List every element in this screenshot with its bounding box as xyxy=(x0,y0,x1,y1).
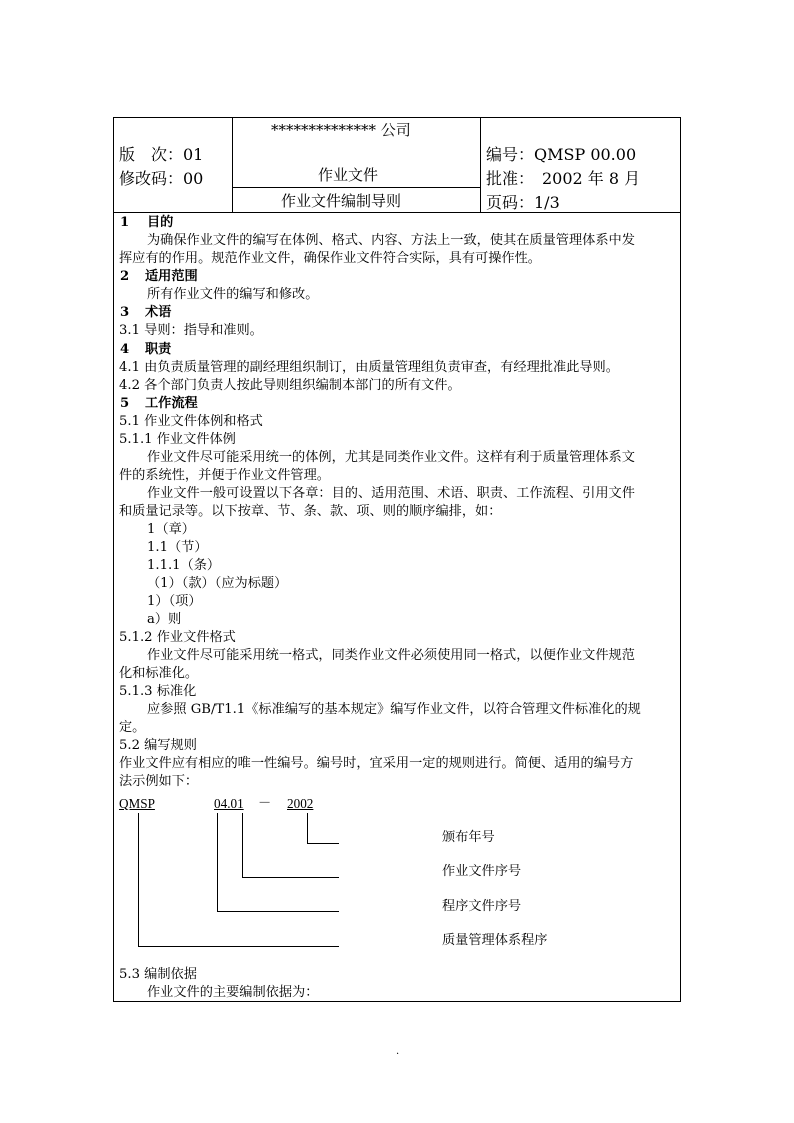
approval-date: 批准： 2002 年 8 月 xyxy=(486,169,641,188)
doc-title: 作业文件编制导则 xyxy=(281,192,402,210)
revision-label: 修改码：00 xyxy=(119,169,204,188)
page-number: 页码：1/3 xyxy=(486,193,560,212)
header-title-divider xyxy=(232,187,480,188)
list-item-item: 1）（项） xyxy=(147,594,202,609)
section-4-number: 4 xyxy=(120,342,130,357)
diagram-label-doc-seq: 作业文件序号 xyxy=(442,864,522,879)
section-2-title: 适用范围 xyxy=(145,269,198,284)
section-5-1-1-para-line1: 作业文件尽可能采用统一的体例，尤其是同类作业文件。这样有利于质量管理体系文 xyxy=(147,450,635,465)
list-item-chapter: 1（章） xyxy=(147,522,195,537)
header-divider-right xyxy=(480,117,481,213)
section-5-1-1-para-line2: 件的系统性，并便于作业文件管理。 xyxy=(119,468,330,483)
section-5-1: 5.1 作业文件体例和格式 xyxy=(119,414,263,429)
connector-procseq-vertical xyxy=(217,813,218,911)
section-1-number: 1 xyxy=(120,215,130,230)
section-4-title: 职责 xyxy=(145,342,172,357)
section-5-1-2-para-line1: 作业文件尽可能采用统一格式，同类作业文件必须使用同一格式，以便作业文件规范 xyxy=(147,648,635,663)
connector-qms-horizontal xyxy=(138,946,339,947)
diagram-dash: － xyxy=(258,796,272,811)
section-2-para: 所有作业文件的编写和修改。 xyxy=(147,287,319,302)
section-2-number: 2 xyxy=(120,269,130,284)
section-5-1-3-para-line1: 应参照 GB/T1.1《标准编写的基本规定》编写作业文件，以符合管理文件标准化的规 xyxy=(147,702,641,717)
section-5-1-2: 5.1.2 作业文件格式 xyxy=(119,630,236,645)
list-item-clause: （1）（款）（应为标题） xyxy=(147,576,288,591)
section-5-number: 5 xyxy=(120,396,130,411)
section-5-1-3: 5.1.3 标准化 xyxy=(119,684,197,699)
doc-type: 作业文件 xyxy=(318,166,379,184)
section-3-title: 术语 xyxy=(145,305,172,320)
diagram-year-part: 2002 xyxy=(287,796,314,811)
section-5-2-para-line2: 法示例如下： xyxy=(119,774,199,789)
section-5-2-para-line1: 作业文件应有相应的唯一性编号。编号时，宜采用一定的规则进行。简便、适用的编号方 xyxy=(119,756,634,771)
header-bottom-border xyxy=(113,212,681,213)
diagram-label-proc-seq: 程序文件序号 xyxy=(442,899,522,914)
edition-label: 版 次：01 xyxy=(119,145,204,164)
section-5-title: 工作流程 xyxy=(145,396,198,411)
section-5-1-3-para-line2: 定。 xyxy=(119,720,146,735)
section-5-3-para: 作业文件的主要编制依据为： xyxy=(147,985,319,1000)
section-4-1: 4.1 由负责质量管理的副经理组织制订，由质量管理组负责审查，有经理批准此导则。 xyxy=(119,360,619,375)
section-3-number: 3 xyxy=(120,305,130,320)
diagram-label-qms: 质量管理体系程序 xyxy=(442,933,548,948)
section-1-para-line2: 挥应有的作用。规范作业文件，确保作业文件符合实际，具有可操作性。 xyxy=(119,251,541,266)
company-name: ************** 公司 xyxy=(271,121,411,139)
connector-year-horizontal xyxy=(307,843,339,844)
section-5-3: 5.3 编制依据 xyxy=(119,967,197,982)
section-5-2: 5.2 编写规则 xyxy=(119,738,197,753)
list-item-rule: a）则 xyxy=(147,612,182,627)
section-5-1-1-para-line4: 和质量记录等。以下按章、节、条、款、项、则的顺序编排，如： xyxy=(119,504,502,519)
section-5-1-1: 5.1.1 作业文件体例 xyxy=(119,432,236,447)
connector-qms-vertical xyxy=(138,813,139,946)
header-divider-left xyxy=(232,117,233,213)
connector-procseq-horizontal xyxy=(217,911,339,912)
connector-year-vertical xyxy=(307,813,308,843)
connector-docseq-vertical xyxy=(242,813,243,877)
diagram-label-year: 颁布年号 xyxy=(442,830,495,845)
diagram-seq-part: 04.01 xyxy=(214,796,244,811)
section-4-2: 4.2 各个部门负责人按此导则组织编制本部门的所有文件。 xyxy=(119,378,461,393)
section-5-1-2-para-line2: 化和标准化。 xyxy=(119,666,199,681)
diagram-code-part: QMSP xyxy=(119,796,155,811)
section-3-1: 3.1 导则：指导和准则。 xyxy=(119,323,263,338)
list-item-section: 1.1（节） xyxy=(147,540,208,555)
connector-docseq-horizontal xyxy=(242,877,339,878)
section-1-title: 目的 xyxy=(147,215,174,230)
doc-code: 编号：QMSP 00.00 xyxy=(486,145,637,164)
section-1-para-line1: 为确保作业文件的编写在体例、格式、内容、方法上一致，使其在质量管理体系中发 xyxy=(147,233,635,248)
list-item-article: 1.1.1（条） xyxy=(147,558,221,573)
footer-dot: . xyxy=(396,1046,400,1057)
section-5-1-1-para-line3: 作业文件一般可设置以下各章：目的、适用范围、术语、职责、工作流程、引用文件 xyxy=(147,486,635,501)
